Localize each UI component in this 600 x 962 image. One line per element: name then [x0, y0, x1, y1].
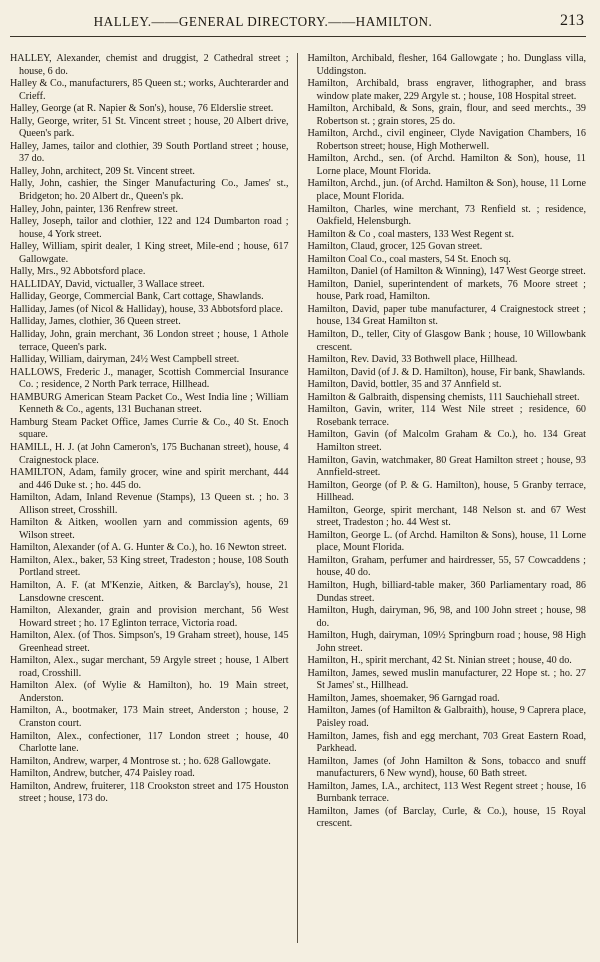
directory-entry: Hamilton, James, sewed muslin manufacturer, 22 Hope st. ; ho. 27 St James' st., Hillhead.	[307, 667, 586, 692]
directory-entry: Hamilton, Gavin, writer, 114 West Nile street ; residence, 60 Rosebank terrace.	[307, 404, 586, 428]
directory-entry: Halliday, John, grain merchant, 36 London street ; house, 1 Athole terrace, Queen's park.	[10, 329, 289, 353]
directory-entry: Hamilton, D., teller, City of Glasgow Bank ; house, 10 Willowbank crescent.	[307, 329, 586, 353]
directory-entry: Hamilton & Galbraith, dispensing chemists, 111 Sauchiehall street.	[307, 391, 580, 403]
directory-entry: Hamilton, David, paper tube manufacturer, 4 Craignestock street ; house, 134 Great Hamilton st.	[307, 303, 586, 328]
directory-entry: Hamilton, Alex., confectioner, 117 London street ; house, 40 Charlotte lane.	[10, 730, 289, 755]
directory-entry: Hamilton, Alex., baker, 53 King street, Tradeston ; house, 108 South Portland street.	[10, 554, 289, 579]
directory-entry: Halley, George (at R. Napier & Son's), house, 76 Elderslie street.	[10, 103, 274, 115]
directory-entry: Hamilton, James, shoemaker, 96 Garngad road.	[307, 692, 500, 704]
directory-entry: Halliday, William, dairyman, 24½ West Campbell street.	[10, 354, 240, 366]
directory-entry: HALLOWS, Frederic J., manager, Scottish Commercial Insurance Co. ; residence, 2 North Park terrace, Hillhead.	[10, 366, 289, 391]
directory-entry: Halley, Joseph, tailor and clothier, 122 and 124 Dumbarton road ; house, 4 York street.	[10, 216, 289, 240]
directory-entry: Hamilton, Archibald, & Sons, grain, flour, and seed merchts., 39 Robertson st. ; grain stores, 25 do.	[307, 103, 586, 127]
directory-entry: Hally, George, writer, 51 St. Vincent street ; house, 20 Albert drive, Queen's park.	[10, 115, 289, 140]
directory-entry: Halliday, James (of Nicol & Halliday), house, 33 Abbotsford place.	[10, 303, 283, 315]
directory-entry: Hamilton & Co , coal masters, 133 West Regent st.	[307, 228, 515, 240]
directory-entry: Hamilton, Archd., jun. (of Archd. Hamilton & Son), house, 11 Lorne place, Mount Florida.	[307, 178, 586, 203]
directory-entry: HALLEY, Alexander, chemist and druggist, 2 Cathedral street ; house, 6 do.	[10, 53, 289, 77]
directory-entry: Hamilton, George (of P. & G. Hamilton), house, 5 Granby terrace, Hillhead.	[307, 479, 586, 504]
directory-entry: Hamilton & Aitken, woollen yarn and commission agents, 69 Wilson street.	[10, 517, 289, 541]
directory-entry: Halley, John, painter, 136 Renfrew street.	[10, 203, 178, 215]
directory-entry: Hamilton, Rev. David, 33 Bothwell place, Hillhead.	[307, 354, 518, 366]
directory-entry: Hamilton, James (of Barclay, Curle, & Co.), house, 15 Royal crescent.	[307, 805, 586, 830]
directory-entry: Hamilton, Claud, grocer, 125 Govan street.	[307, 241, 483, 253]
directory-entry: Hamilton, Gavin (of Malcolm Graham & Co.), ho. 134 Great Hamilton street.	[307, 429, 586, 453]
left-column	[10, 53, 297, 943]
directory-entry: Hamilton, James (of John Hamilton & Sons, tobacco and snuff manufacturers, 6 New wynd), house, 60 Bath street.	[307, 755, 586, 780]
directory-entry: Hamilton, Hugh, billiard-table maker, 360 Parliamentary road, 86 Dundas street.	[307, 579, 586, 604]
directory-entry: Hamilton, Alex. (of Thos. Simpson's, 19 Graham street), house, 145 Greenhead street.	[10, 630, 289, 654]
directory-entry: Hamilton, Archibald, flesher, 164 Gallowgate ; ho. Dunglass villa, Uddingston.	[307, 53, 586, 77]
right-column	[299, 53, 586, 943]
directory-entry: Hamilton, Archd., sen. (of Archd. Hamilton & Son), house, 11 Lorne place, Mount Florida.	[307, 153, 586, 177]
directory-entry: Hamilton, David, bottler, 35 and 37 Annfield st.	[307, 379, 502, 391]
directory-entry: Hally, Mrs., 92 Abbotsford place.	[10, 266, 146, 278]
directory-entry: Hamilton, James, I.A., architect, 113 West Regent street ; house, 16 Burnbank terrace.	[307, 780, 586, 805]
directory-entry: Halliday, James, clothier, 36 Queen street.	[10, 316, 181, 328]
directory-entry: Halley, William, spirit dealer, 1 King street, Mile-end ; house, 617 Gallowgate.	[10, 241, 289, 265]
page-number: 213	[560, 12, 584, 29]
directory-entry: Hamilton, A. F. (at M'Kenzie, Aitken, & Barclay's), house, 21 Lansdowne crescent.	[10, 579, 289, 604]
directory-entry: Hamilton, Gavin, watchmaker, 80 Great Hamilton street ; house, 93 Annfield-street.	[307, 454, 586, 479]
directory-entry: Halley, John, architect, 209 St. Vincent street.	[10, 165, 195, 177]
directory-entry: Hamilton, Archd., civil engineer, Clyde Navigation Chambers, 16 Robertson street; house, High Motherwell.	[307, 128, 586, 152]
directory-entry: HAMILTON, Adam, family grocer, wine and spirit merchant, 444 and 446 Duke st. ; ho. 445 do.	[10, 467, 289, 491]
directory-entry: Hamburg Steam Packet Office, James Currie & Co., 40 St. Enoch square.	[10, 416, 289, 441]
directory-entry: Hamilton, Alex., sugar merchant, 59 Argyle street ; house, 1 Albert road, Crosshill.	[10, 655, 289, 679]
directory-columns	[10, 53, 586, 943]
directory-entry: Hally, John, cashier, the Singer Manufacturing Co., James' st., Bridgeton; ho. 20 Albert dr., Queen's pk.	[10, 178, 289, 203]
directory-entry: Hamilton, George, spirit merchant, 148 Nelson st. and 67 West street, Tradeston ; ho. 44 West st.	[307, 504, 586, 529]
directory-entry: Halley & Co., manufacturers, 85 Queen st.; works, Auchterarder and Crieff.	[10, 78, 289, 102]
directory-entry: Hamilton, George L. (of Archd. Hamilton & Sons), house, 11 Lorne place, Mount Florida.	[307, 529, 586, 554]
directory-entry: Hamilton, Archibald, brass engraver, lithographer, and brass window plate maker, 229 Argyle st. ; house, 108 Hospital street.	[307, 78, 586, 102]
page-header	[10, 10, 586, 37]
column-divider	[297, 53, 298, 943]
directory-entry: Hamilton, Hugh, dairyman, 96, 98, and 100 John street ; house, 98 do.	[307, 605, 586, 629]
directory-entry: Hamilton, Alexander (of A. G. Hunter & Co.), ho. 16 Newton street.	[10, 542, 287, 554]
directory-entry: Hamilton, James (of Hamilton & Galbraith), house, 9 Caprera place, Paisley road.	[307, 705, 586, 729]
directory-entry: Hamilton, Andrew, fruiterer, 118 Crookston street and 175 Houston street ; house, 173 do.	[10, 780, 289, 805]
directory-entry: Hamilton, Daniel (of Hamilton & Winning), 147 West George street.	[307, 266, 586, 278]
directory-entry: Hamilton, Andrew, warper, 4 Montrose st. ; ho. 628 Gallowgate.	[10, 755, 271, 767]
directory-entry: Hamilton, H., spirit merchant, 42 St. Ninian street ; house, 40 do.	[307, 655, 572, 667]
directory-entry: Halley, James, tailor and clothier, 39 South Portland street ; house, 37 do.	[10, 140, 289, 165]
directory-entry: Hamilton, James, fish and egg merchant, 703 Great Eastern Road, Parkhead.	[307, 730, 586, 755]
directory-entry: Hamilton, Charles, wine merchant, 73 Renfield st. ; residence, Oakfield, Helensburgh.	[307, 203, 586, 228]
directory-entry: Hamilton, Hugh, dairyman, 109½ Springburn road ; house, 98 High John street.	[307, 630, 586, 654]
directory-entry: Halliday, George, Commercial Bank, Cart cottage, Shawlands.	[10, 291, 264, 303]
directory-entry: Hamilton, A., bootmaker, 173 Main street, Anderston ; house, 2 Cranston court.	[10, 705, 289, 729]
running-title: HALLEY.——GENERAL DIRECTORY.——HAMILTON.	[93, 14, 433, 29]
directory-entry: HAMBURG American Steam Packet Co., West India line ; William Kenneth & Co., agents, 131 Buchanan street.	[10, 391, 289, 416]
directory-entry: Hamilton, David (of J. & D. Hamilton), house, Fir bank, Shawlands.	[307, 366, 586, 378]
directory-entry: Hamilton, Andrew, butcher, 474 Paisley road.	[10, 768, 195, 780]
directory-entry: HAMILL, H. J. (at John Cameron's, 175 Buchanan street), house, 4 Craignestock place.	[10, 441, 289, 466]
directory-entry: Hamilton Coal Co., coal masters, 54 St. Enoch sq.	[307, 253, 511, 265]
directory-entry: Hamilton, Adam, Inland Revenue (Stamps), 13 Queen st. ; ho. 3 Allison street, Crosshill.	[10, 492, 289, 516]
directory-entry: Hamilton, Graham, perfumer and hairdresser, 55, 57 Cowcaddens ; house, 40 do.	[307, 554, 586, 579]
directory-entry: Hamilton, Daniel, superintendent of markets, 76 Moore street ; house, Park road, Hamilton.	[307, 278, 586, 303]
directory-entry: Hamilton Alex. (of Wylie & Hamilton), ho. 19 Main street, Anderston.	[10, 680, 289, 704]
directory-entry: HALLIDAY, David, victualler, 3 Wallace street.	[10, 278, 205, 290]
directory-entry: Hamilton, Alexander, grain and provision merchant, 56 West Howard street ; ho. 17 Eglinton terrace, Victoria road.	[10, 605, 289, 629]
